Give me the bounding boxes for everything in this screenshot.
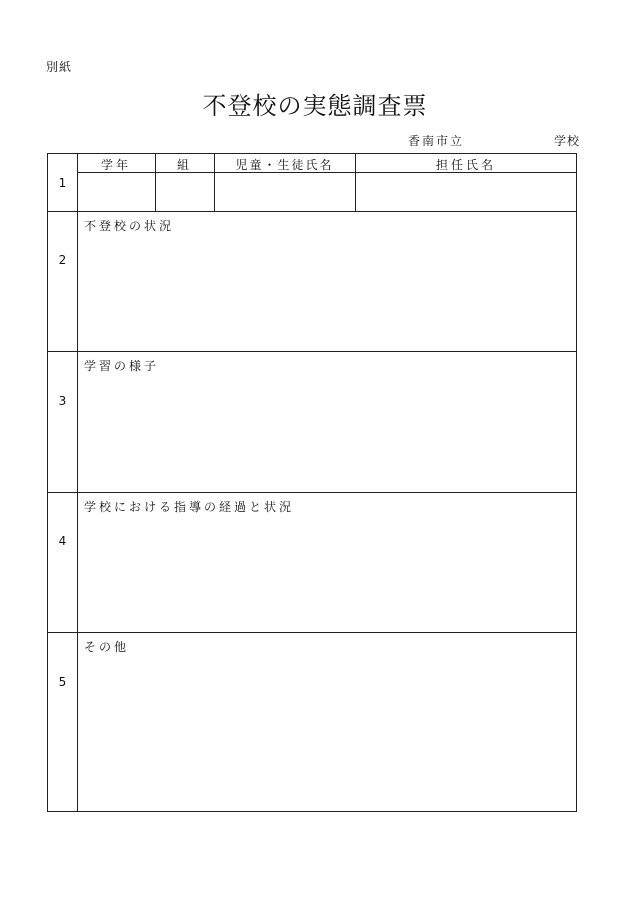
row-5-number: 5 (58, 675, 67, 689)
school-suffix: 学校 (553, 134, 580, 148)
col-header-student-name: 児童・生徒氏名 (235, 158, 334, 172)
row-divider-2 (48, 351, 576, 352)
survey-table (47, 153, 577, 812)
section-label-learning: 学習の様子 (84, 359, 160, 373)
section-label-attendance: 不登校の状況 (84, 219, 175, 233)
grade-input-cell[interactable] (78, 173, 155, 211)
row-2-number: 2 (58, 253, 67, 267)
col-header-class: 組 (176, 158, 192, 172)
student-name-input-cell[interactable] (215, 173, 355, 211)
row-divider-4 (48, 632, 576, 633)
col-header-teacher-name: 担任氏名 (435, 158, 496, 172)
row-4-number: 4 (58, 534, 67, 548)
page-title: 不登校の実態調査票 (202, 92, 428, 120)
row-3-number: 3 (58, 394, 67, 408)
attendance-input-area[interactable] (78, 234, 577, 351)
annex-label: 別紙 (46, 60, 73, 74)
row-divider-1 (48, 211, 576, 212)
col-header-grade: 学年 (100, 158, 131, 172)
section-label-other: その他 (84, 640, 130, 654)
other-input-area[interactable] (78, 655, 577, 811)
row-divider-3 (48, 492, 576, 493)
class-input-cell[interactable] (156, 173, 214, 211)
learning-input-area[interactable] (78, 374, 577, 492)
row-1-number: 1 (58, 176, 67, 190)
city-label: 香南市立 (408, 134, 465, 148)
guidance-input-area[interactable] (78, 515, 577, 632)
section-label-guidance: 学校における指導の経過と状況 (84, 500, 295, 514)
teacher-name-input-cell[interactable] (356, 173, 577, 211)
